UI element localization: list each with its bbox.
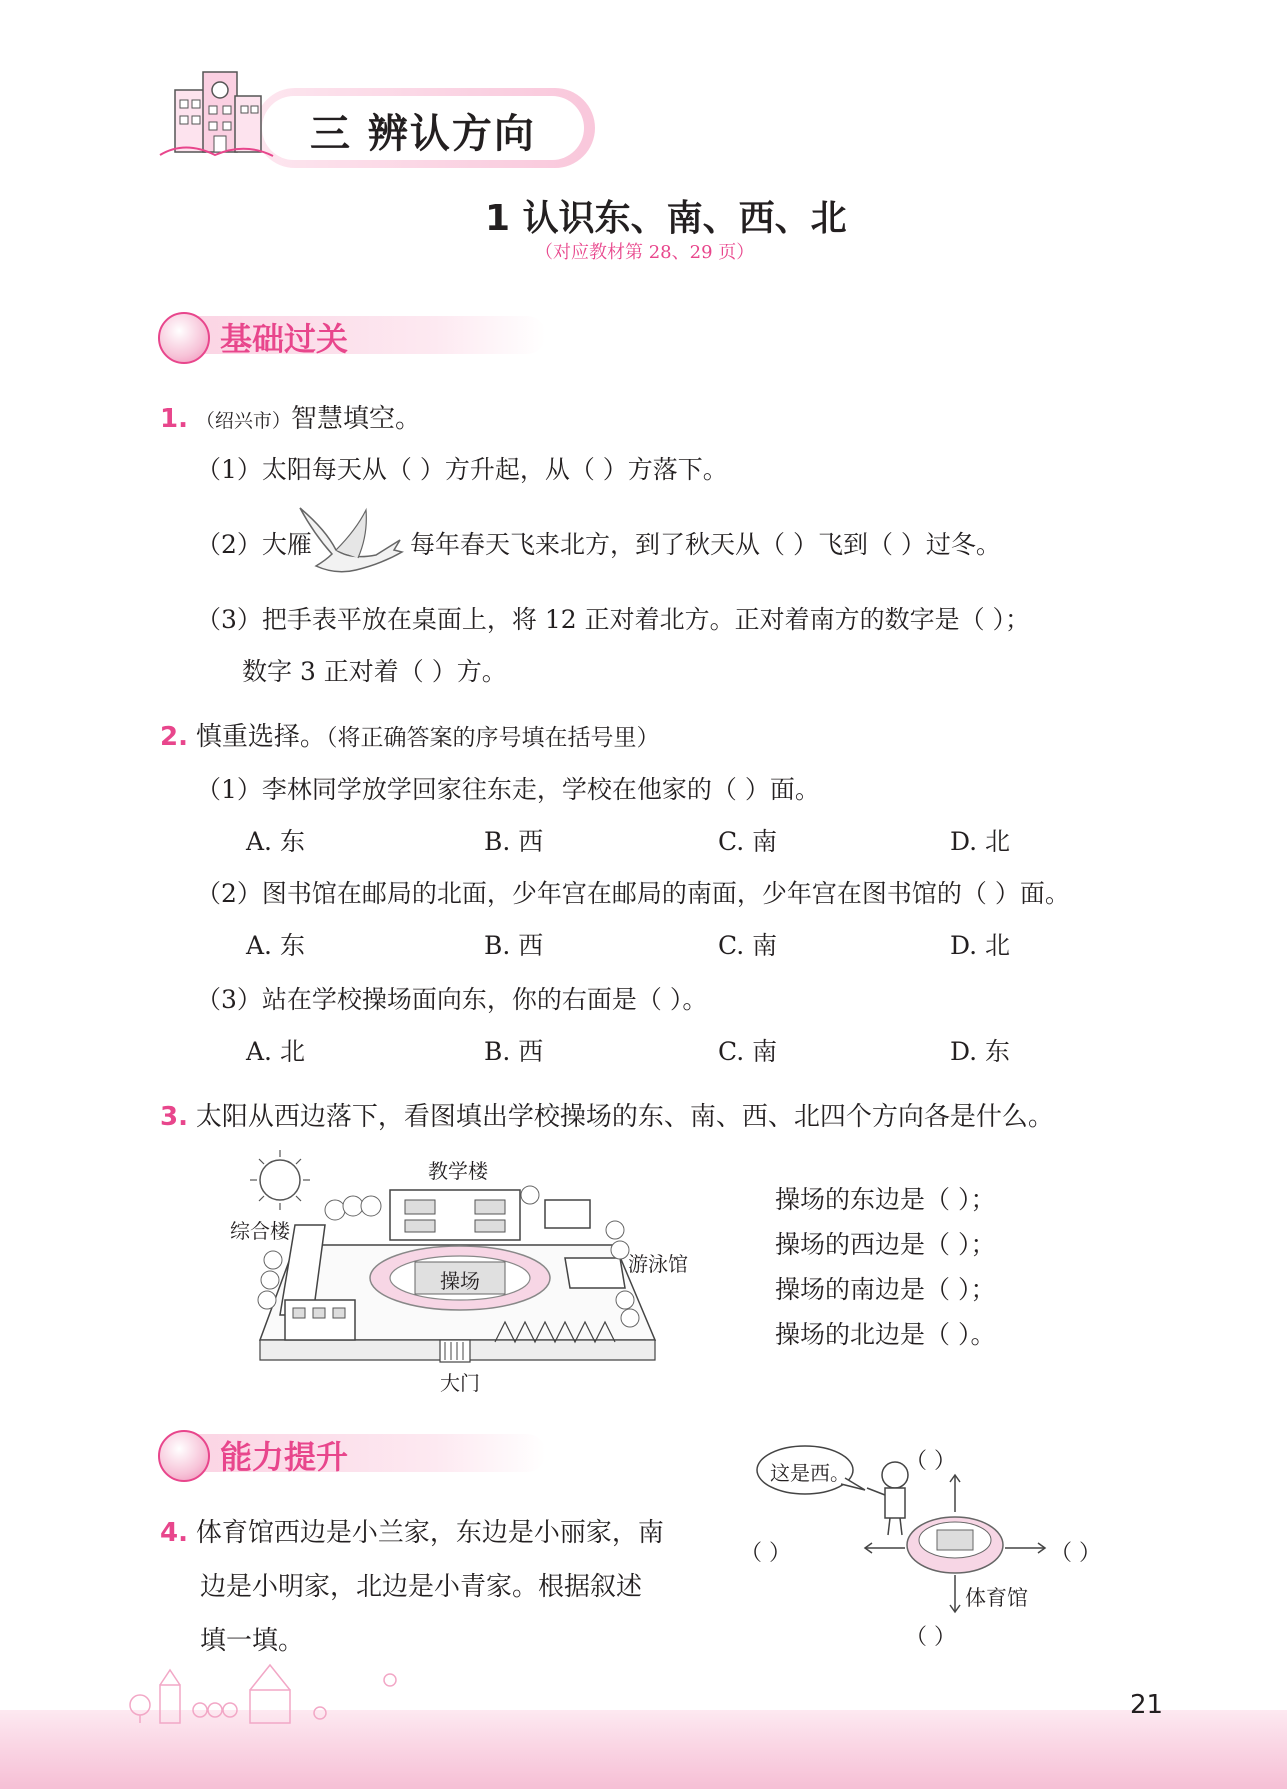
cartoon-badge-icon xyxy=(158,312,210,364)
question-1-part-3a: （3）把手表平放在桌面上，将 12 正对着北方。正对着南方的数字是（ ）； xyxy=(196,605,1031,634)
option-b[interactable]: B. 西 xyxy=(484,827,544,856)
question-text: 体育馆西边是小兰家，东边是小丽家，南 xyxy=(195,1518,664,1548)
option-b[interactable]: B. 西 xyxy=(484,931,544,960)
option-c[interactable]: C. 南 xyxy=(718,827,778,856)
question-region: （绍兴市） xyxy=(195,410,291,432)
question-stem: 智慧填空。 xyxy=(290,404,421,434)
question-1-stem xyxy=(160,398,421,435)
question-1-part-3b: 数字 3 正对着（ ）方。 xyxy=(242,657,507,686)
option-c[interactable]: C. 南 xyxy=(718,1037,778,1066)
lesson-title: 1 认识东、南、西、北 xyxy=(485,198,847,239)
question-1-part-2b: 每年春天飞来北方，到了秋天从（ ）飞到（ ）过冬。 xyxy=(410,530,1001,559)
option-d[interactable]: D. 北 xyxy=(950,931,1011,960)
map-label-teaching-building: 教学楼 xyxy=(428,1159,488,1183)
lesson-textbook-reference: （对应教材第 28、29 页） xyxy=(535,242,755,263)
chapter-title: 三 辨认方向 xyxy=(310,111,536,157)
question-2-item-1: （1）李林同学放学回家往东走，学校在他家的（ ）面。 xyxy=(196,775,820,804)
question-4-line-2: 边是小明家，北边是小青家。根据叙述 xyxy=(200,1572,643,1602)
option-b[interactable]: B. 西 xyxy=(484,1037,544,1066)
school-building-icon xyxy=(155,60,275,170)
question-number: 3. xyxy=(160,1102,188,1132)
question-stem: 太阳从西边落下，看图填出学校操场的东、南、西、北四个方向各是什么。 xyxy=(195,1102,1054,1132)
question-number: 4. xyxy=(160,1518,188,1548)
section-basic-label: 基础过关 xyxy=(220,320,349,358)
map-label-complex-building: 综合楼 xyxy=(230,1219,290,1243)
option-a[interactable]: A. 北 xyxy=(246,1037,305,1066)
blank-west[interactable]: （ ） xyxy=(740,1541,791,1566)
question-2-stem xyxy=(160,716,659,753)
question-number: 2. xyxy=(160,722,188,752)
question-1-part-1: （1）太阳每天从（ ）方升起，从（ ）方落下。 xyxy=(196,455,728,484)
boy-icon xyxy=(867,1462,908,1535)
option-d[interactable]: D. 东 xyxy=(950,1037,1011,1066)
option-a[interactable]: A. 东 xyxy=(246,827,305,856)
question-number: 1. xyxy=(160,404,188,434)
footer-school-decoration-icon xyxy=(120,1655,420,1725)
blank-north[interactable]: （ ） xyxy=(905,1449,956,1474)
question-2-item-2: （2）图书馆在邮局的北面，少年宫在邮局的南面，少年宫在图书馆的（ ）面。 xyxy=(196,879,1070,908)
question-4-line-3: 填一填。 xyxy=(200,1626,305,1656)
option-d[interactable]: D. 北 xyxy=(950,827,1011,856)
q3-answer-north[interactable]: 操场的北边是（ ）。 xyxy=(775,1320,996,1349)
map-label-gate: 大门 xyxy=(440,1371,480,1395)
blank-south[interactable]: （ ） xyxy=(905,1625,956,1650)
speech-bubble-text: 这是西。 xyxy=(770,1461,850,1485)
question-note: （将正确答案的序号填在括号里） xyxy=(325,725,660,751)
question-2-item-3: （3）站在学校操场面向东，你的右面是（ ）。 xyxy=(196,985,708,1014)
page-number: 21 xyxy=(1130,1690,1164,1720)
map-label-pool: 游泳馆 xyxy=(628,1252,688,1276)
section-advanced-label: 能力提升 xyxy=(220,1438,349,1476)
question-1-part-2a: （2）大雁 xyxy=(196,530,312,559)
map-label-field: 操场 xyxy=(440,1269,480,1293)
question-3-stem xyxy=(160,1096,1054,1133)
q3-answer-east[interactable]: 操场的东边是（ ）； xyxy=(775,1185,996,1214)
q3-answer-south[interactable]: 操场的南边是（ ）； xyxy=(775,1275,996,1304)
section-advanced-tag xyxy=(158,1430,558,1476)
gym-label: 体育馆 xyxy=(965,1586,1028,1610)
blank-east[interactable]: （ ） xyxy=(1050,1541,1101,1566)
q3-answer-west[interactable]: 操场的西边是（ ）； xyxy=(775,1230,996,1259)
sun-icon xyxy=(250,1150,310,1210)
option-a[interactable]: A. 东 xyxy=(246,931,305,960)
question-4-line-1 xyxy=(160,1512,664,1549)
option-c[interactable]: C. 南 xyxy=(718,931,778,960)
section-basic-tag xyxy=(158,312,558,358)
wild-goose-icon xyxy=(296,500,406,580)
cartoon-badge-icon xyxy=(158,1430,210,1482)
question-stem: 慎重选择。 xyxy=(195,722,326,752)
